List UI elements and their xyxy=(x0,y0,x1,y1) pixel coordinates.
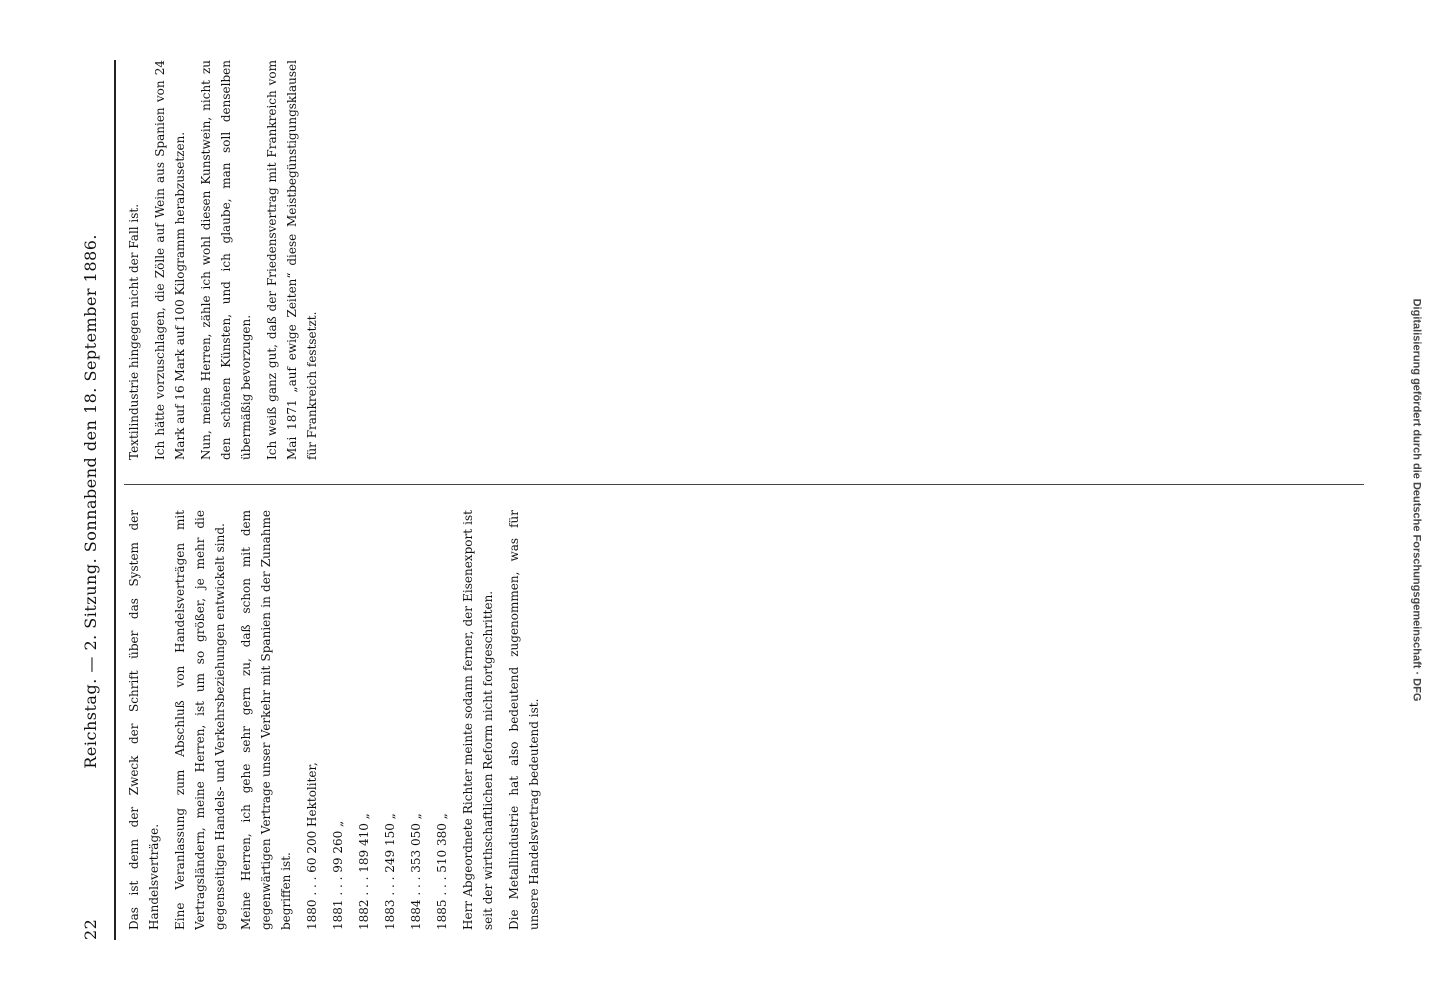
paragraph: Meine Herren, ich gehe sehr gern zu, daß schon mit dem gegenwärtigen Vertrage unser Verkehr mit Spanien in der Zunahme begriffen ist. xyxy=(239,510,293,930)
paragraph: 1884 . . . 353 050 „ xyxy=(409,813,423,930)
header-rule xyxy=(114,60,116,940)
page-number: 22 xyxy=(80,918,100,940)
page-header xyxy=(70,60,110,940)
text-column-right xyxy=(124,60,1364,460)
paragraph: Textilindustrie hingegen nicht der Fall ist. xyxy=(127,203,141,460)
text-column-left xyxy=(124,510,1364,930)
dfg-credit xyxy=(1404,0,1428,1000)
paragraph: Die Metallindustrie hat also bedeutend zugenommen, was für unsere Handelsvertrag bedeutend ist. xyxy=(507,510,541,930)
paragraph: 1881 . . . 99 260 „ xyxy=(331,820,345,930)
paragraph: Ich weiß ganz gut, daß der Friedensvertrag mit Frankreich vom Mai 1871 „auf ewige Zeiten“ diese Meistbegünstigungsklausel für Frankreich festsetzt. xyxy=(265,60,319,460)
paragraph: 1885 . . . 510 380 „ xyxy=(435,813,449,930)
page-title: Reichstag. — 2. Sitzung. Sonnabend den 18. September 1886. xyxy=(80,234,100,769)
paragraph: Nun, meine Herren, zähle ich wohl diesen Kunstwein, nicht zu den schönen Künsten, und ich glaube, man soll denselben übermäßig bevorzugen. xyxy=(199,60,253,460)
paragraph: Herr Abgeordnete Richter meinte sodann ferner, der Eisenexport ist seit der wirthschaftlichen Reform nicht fortgeschritten. xyxy=(461,510,495,930)
paragraph: 1883 . . . 249 150 „ xyxy=(383,813,397,930)
paragraph: Das ist denn der Zweck der Schrift über das System der Handelsverträge. xyxy=(127,510,161,930)
paragraph: 1880 . . . 60 200 Hektoliter, xyxy=(305,762,319,930)
paragraph: Eine Veranlassung zum Abschluß von Handelsverträgen mit Vertragsländern, meine Herren, ist um so größer, je mehr die gegenseitigen Handels- und Verkehrsbeziehungen entwickelt sind. xyxy=(173,510,227,930)
column-divider xyxy=(124,484,1364,485)
credit-label: Digitalisierung gefördert durch die Deutsche Forschungsgemeinschaft · DFG xyxy=(1410,298,1422,702)
paragraph: Ich hätte vorzuschlagen, die Zölle auf Wein aus Spanien von 24 Mark auf 16 Mark auf 100 Kilogramm herabzusetzen. xyxy=(153,60,187,460)
paragraph: 1882 . . . 189 410 „ xyxy=(357,813,371,930)
